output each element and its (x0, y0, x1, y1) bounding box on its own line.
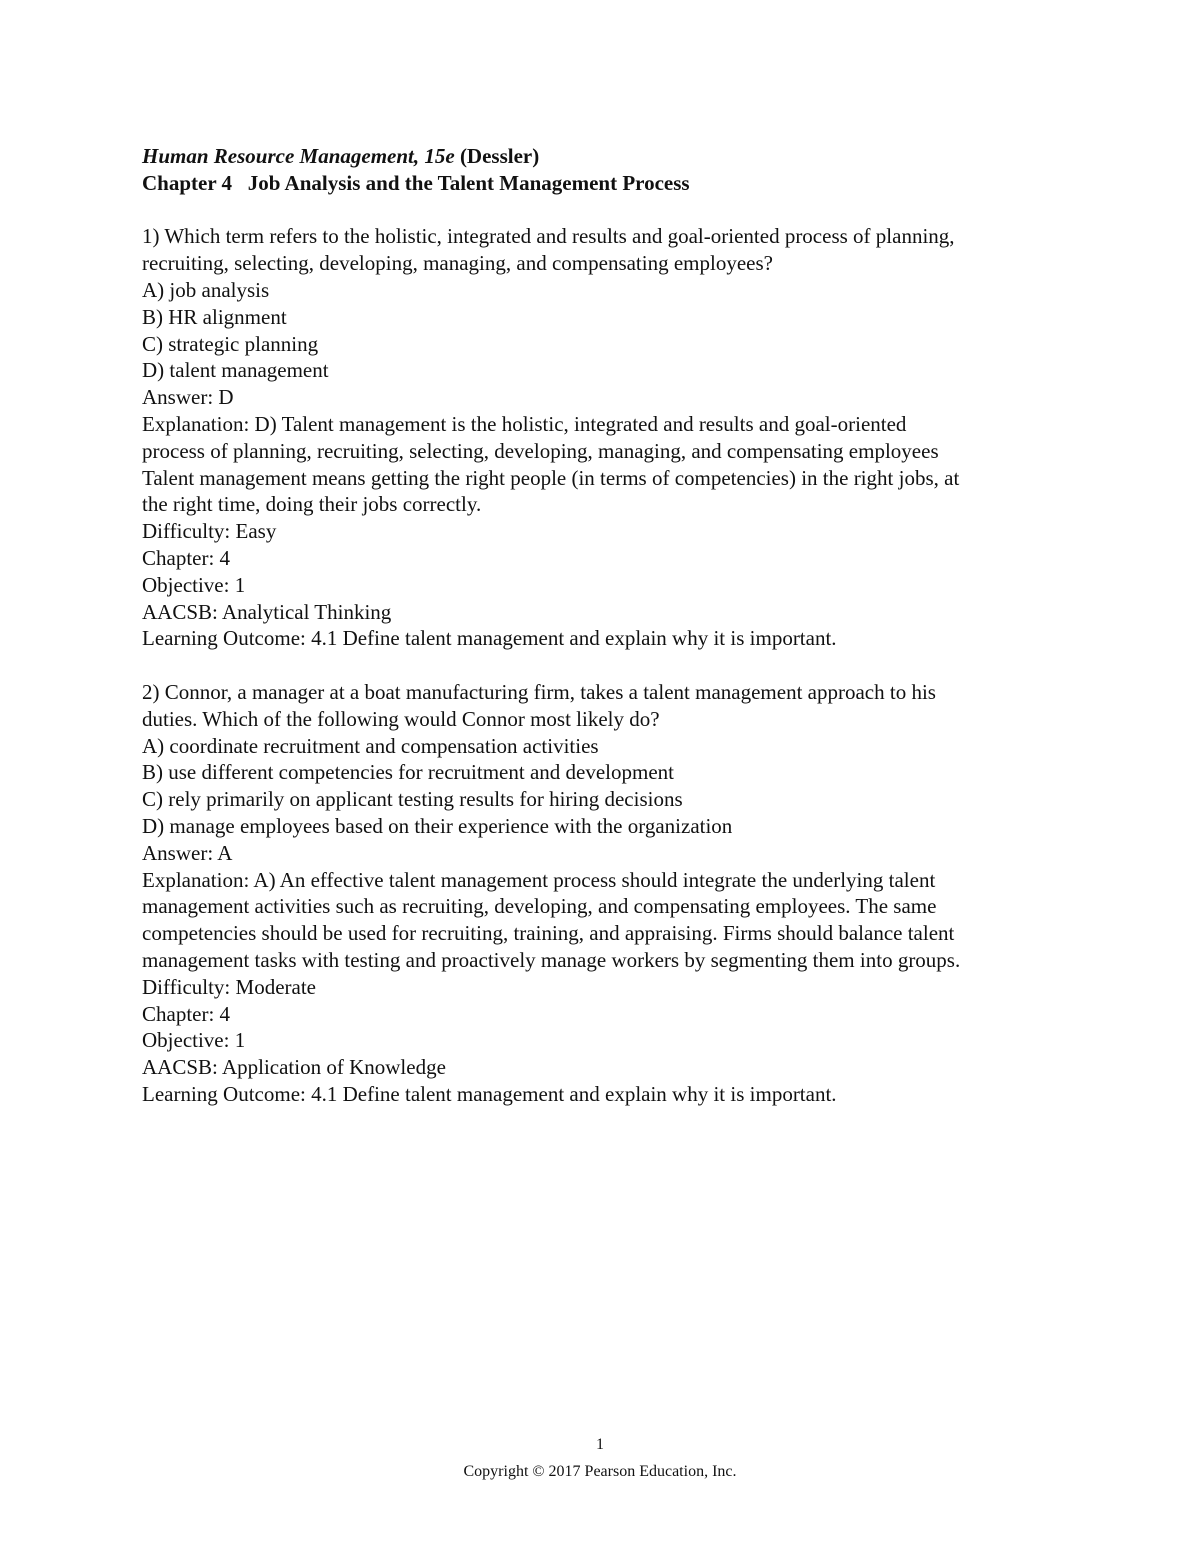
objective: Objective: 1 (142, 1028, 246, 1053)
objective: Objective: 1 (142, 572, 246, 597)
question-stem-line: 2) Connor, a manager at a boat manufacturing firm, takes a talent management approach to his (142, 679, 936, 704)
answer-option: A) job analysis (142, 277, 270, 302)
learning-outcome: Learning Outcome: 4.1 Define talent management and explain why it is important. (142, 1081, 837, 1106)
explanation-line: management tasks with testing and proactively manage workers by segmenting them into groups. (142, 947, 961, 972)
answer-key: Answer: D (142, 385, 234, 410)
question-stem-line: recruiting, selecting, developing, managing, and compensating employees? (142, 251, 773, 276)
question-stem-line: duties. Which of the following would Connor most likely do? (142, 706, 660, 731)
answer-option: B) use different competencies for recruitment and development (142, 760, 674, 785)
book-title-line (142, 143, 1072, 170)
book-title: Human Resource Management, 15e (142, 144, 455, 168)
answer-option: B) HR alignment (142, 304, 287, 329)
explanation-line: competencies should be used for recruiting, training, and appraising. Firms should balance talent (142, 921, 955, 946)
spacer (142, 197, 1072, 224)
chapter-title: Job Analysis and the Talent Management Process (247, 170, 690, 195)
difficulty: Difficulty: Moderate (142, 974, 316, 999)
answer-key: Answer: A (142, 840, 233, 865)
chapter-ref: Chapter: 4 (142, 545, 231, 570)
question-stem-line: 1) Which term refers to the holistic, integrated and results and goal-oriented process of planning, (142, 224, 955, 249)
book-author: (Dessler) (454, 144, 540, 168)
explanation-line: the right time, doing their jobs correctly. (142, 492, 482, 517)
chapter-heading (142, 170, 1072, 197)
page-content (142, 143, 1072, 1108)
explanation-line: process of planning, recruiting, selecting, developing, managing, and compensating employees (142, 438, 939, 463)
question-block (142, 223, 1072, 652)
answer-option: D) manage employees based on their experience with the organization (142, 813, 733, 838)
chapter-label: Chapter 4 (142, 170, 233, 195)
answer-option: D) talent management (142, 358, 329, 383)
question-block (142, 679, 1072, 1108)
difficulty: Difficulty: Easy (142, 519, 277, 544)
explanation-line: Explanation: D) Talent management is the holistic, integrated and results and goal-oriented (142, 411, 907, 436)
answer-option: A) coordinate recruitment and compensation activities (142, 733, 599, 758)
copyright-notice: Copyright © 2017 Pearson Education, Inc. (463, 1463, 737, 1480)
learning-outcome: Learning Outcome: 4.1 Define talent management and explain why it is important. (142, 626, 837, 651)
answer-option: C) strategic planning (142, 331, 319, 356)
explanation-line: management activities such as recruiting, developing, and compensating employees. The same (142, 894, 937, 919)
explanation-line: Explanation: A) An effective talent management process should integrate the underlying talent (142, 867, 936, 892)
spacer (142, 652, 1072, 679)
answer-option: C) rely primarily on applicant testing results for hiring decisions (142, 787, 683, 812)
aacsb: AACSB: Analytical Thinking (142, 599, 392, 624)
chapter-ref: Chapter: 4 (142, 1001, 231, 1026)
explanation-line: Talent management means getting the right people (in terms of competencies) in the right jobs, at (142, 465, 960, 490)
aacsb: AACSB: Application of Knowledge (142, 1055, 446, 1080)
page-number: 1 (596, 1436, 604, 1453)
